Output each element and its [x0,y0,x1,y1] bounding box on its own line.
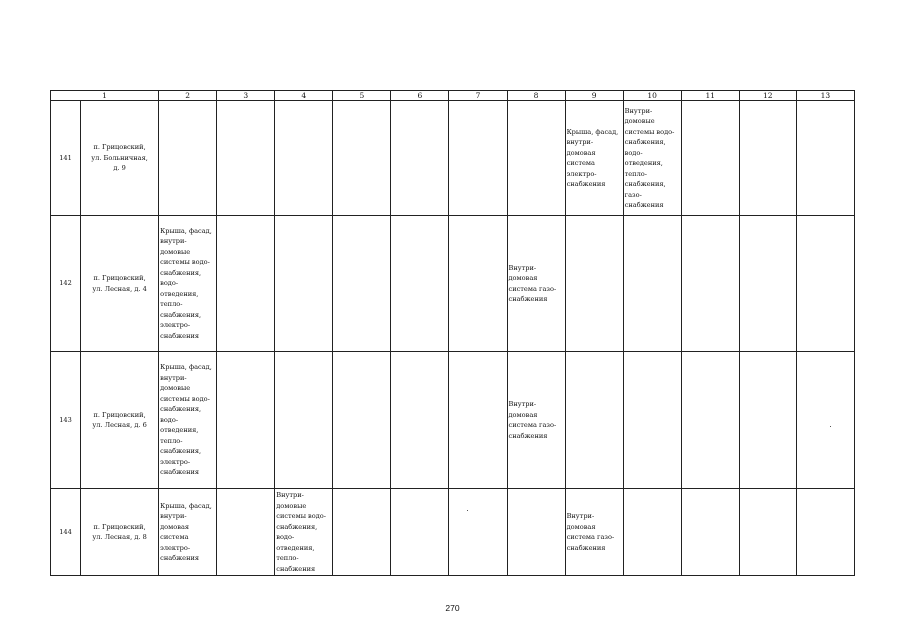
cell-col-13 [796,216,854,352]
table-row [51,489,855,576]
cell-col-6 [391,352,449,489]
cell-col-4 [275,216,333,352]
address-cell: п. Грицовский, ул. Лесная, д. 4 [81,216,159,352]
table-row [51,216,855,352]
column-header-8: 8 [507,91,565,101]
table-row [51,101,855,216]
cell-col-9: Внутри- домовая система газо- снабжения [565,489,623,576]
cell-col-11 [681,352,739,489]
cell-col-3 [217,216,275,352]
cell-col-8 [507,489,565,576]
cell-col-3 [217,101,275,216]
cell-col-3 [217,352,275,489]
cell-col-12 [739,216,796,352]
row-number: 141 [51,101,81,216]
column-header-7: 7 [449,91,507,101]
cell-col-3 [217,489,275,576]
address-cell: п. Грицовский, ул. Лесная, д. 6 [81,352,159,489]
column-header-9: 9 [565,91,623,101]
cell-col-4 [275,101,333,216]
cell-col-13 [796,489,854,576]
cell-col-8: Внутри- домовая система газо- снабжения [507,216,565,352]
cell-col-5 [333,216,391,352]
column-header-10: 10 [623,91,681,101]
cell-col-10 [623,352,681,489]
cell-col-2: Крыша, фасад, внутри- домовые системы водо- снабжения, водо- отведения, тепло- снабжения, электро- снабжения [159,352,217,489]
cell-col-13 [796,352,854,489]
cell-col-4: Внутри- домовые системы водо- снабжения, водо- отведения, тепло- снабжения [275,489,333,576]
cell-col-8: Внутри- домовая система газо- снабжения [507,352,565,489]
cell-col-13 [796,101,854,216]
cell-col-6 [391,216,449,352]
cell-col-2: Крыша, фасад, внутри- домовая система электро- снабжения [159,489,217,576]
cell-col-7 [449,489,507,576]
row-number: 142 [51,216,81,352]
cell-col-10: Внутри- домовые системы водо- снабжения, водо- отведения, тепло- снабжения, газо- снабжения [623,101,681,216]
header-row [51,91,855,101]
row-number: 144 [51,489,81,576]
cell-col-7 [449,101,507,216]
table-row [51,352,855,489]
cell-col-11 [681,101,739,216]
cell-col-12 [739,352,796,489]
column-header-6: 6 [391,91,449,101]
column-header-3: 3 [217,91,275,101]
cell-col-10 [623,489,681,576]
page-number: 270 [445,603,460,613]
cell-col-11 [681,216,739,352]
cell-col-2 [159,101,217,216]
cell-col-5 [333,489,391,576]
cell-col-8 [507,101,565,216]
cell-col-7 [449,352,507,489]
address-cell: п. Грицовский, ул. Лесная, д. 8 [81,489,159,576]
cell-col-6 [391,489,449,576]
repair-schedule-table [50,90,855,576]
cell-col-4 [275,352,333,489]
column-header-2: 2 [159,91,217,101]
scan-speck [467,510,468,511]
column-header-1: 1 [51,91,159,101]
column-header-13: 13 [796,91,854,101]
cell-col-11 [681,489,739,576]
cell-col-9 [565,216,623,352]
cell-col-9 [565,352,623,489]
cell-col-7 [449,216,507,352]
cell-col-5 [333,352,391,489]
address-cell: п. Грицовский, ул. Больничная, д. 9 [81,101,159,216]
cell-col-2: Крыша, фасад, внутри- домовые системы водо- снабжения, водо- отведения, тепло- снабжения, электро- снабжения [159,216,217,352]
column-header-12: 12 [739,91,796,101]
column-header-5: 5 [333,91,391,101]
cell-col-10 [623,216,681,352]
column-header-4: 4 [275,91,333,101]
scan-speck [830,426,831,427]
cell-col-9: Крыша, фасад, внутри- домовая система электро- снабжения [565,101,623,216]
column-header-11: 11 [681,91,739,101]
cell-col-6 [391,101,449,216]
cell-col-12 [739,489,796,576]
cell-col-12 [739,101,796,216]
cell-col-5 [333,101,391,216]
row-number: 143 [51,352,81,489]
